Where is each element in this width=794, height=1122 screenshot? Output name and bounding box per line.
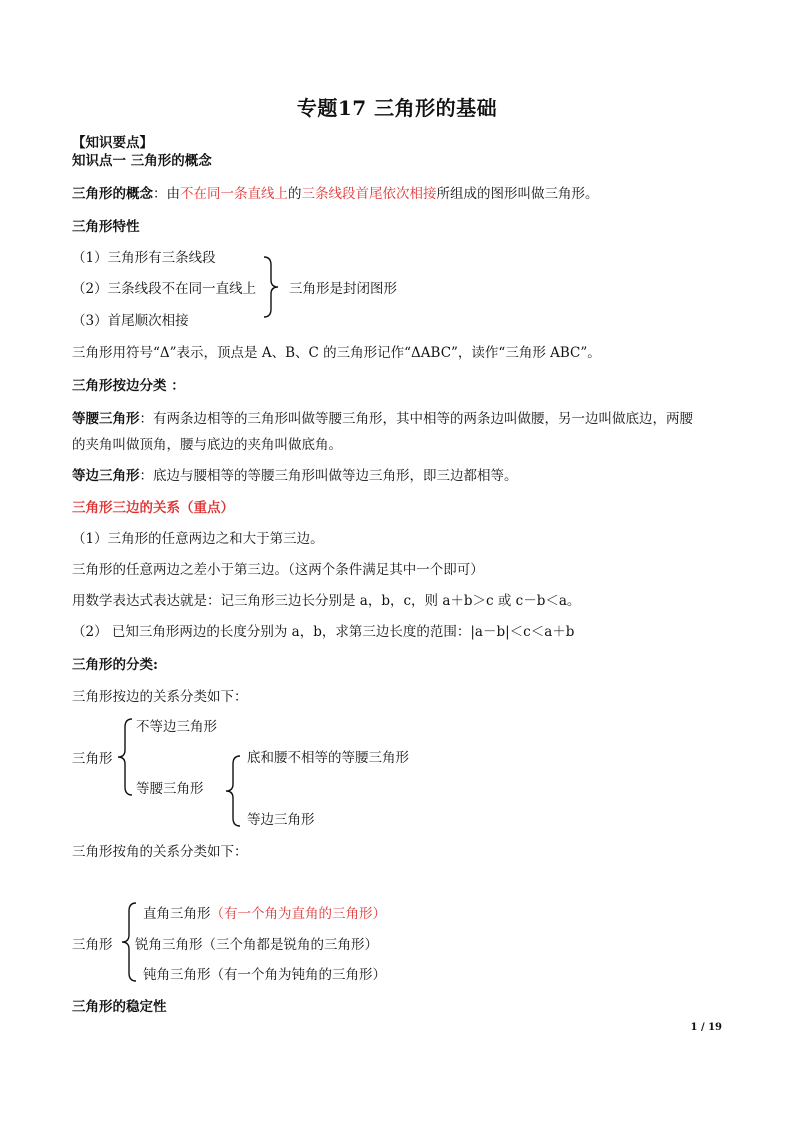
trait-item: （1）三角形有三条线段 [72,250,216,266]
right-triangle-line [143,905,386,923]
concept-end: 所组成的图形叫做三角形。 [436,186,599,202]
obtuse-triangle: 钝角三角形（有一个角为钝角的三角形） [143,967,386,983]
tree-root-angle: 三角形 [72,937,113,953]
sides-relation-line-3: 用数学表达式表达就是：记三角形三边长分别是 a，b，c，则 a＋b＞c 或 c－b＜a。 [72,593,581,609]
equilateral-definition [72,467,518,485]
concept-mid: 的 [288,186,302,202]
section-tag: 【知识要点】 [72,135,153,151]
isosceles-sub-1: 底和腰不相等的等腰三角形 [247,750,409,766]
traits-conclusion: 三角形是封闭图形 [289,281,397,297]
by-side-heading: 三角形按边分类 ： [72,378,185,394]
page-title: 专题17 三角形的基础 [296,96,498,120]
stability-heading: 三角形的稳定性 [72,999,167,1015]
symbol-line: 三角形用符号“Δ”表示，顶点是 A、B、C 的三角形记作“ΔABC”，读作“三角形 ABC”。 [72,345,601,361]
right-triangle: 直角三角形 [143,906,211,922]
trait-item: （3）首尾顺次相接 [72,313,189,329]
equilateral-text: ：底边与腰相等的等腰三角形叫做等边三角形，即三边都相等。 [139,468,518,484]
concept-line [72,185,599,203]
isosceles-definition [72,410,693,428]
concept-red-1: 不在同一条直线上 [180,186,288,202]
isosceles-text-2: 的夹角叫做顶角，腰与底边的夹角叫做底角。 [72,437,342,453]
isosceles-sub-2: 等边三角形 [247,812,315,828]
by-angle-intro: 三角形按角的关系分类如下： [72,844,248,860]
isosceles-text-1: ：有两条边相等的三角形叫做等腰三角形，其中相等的两条边叫做腰，另一边叫做底边，两腰 [139,411,693,427]
traits-heading: 三角形特性 [72,219,140,235]
tree-root-side: 三角形 [72,751,113,767]
scalene-triangle: 不等边三角形 [136,719,217,735]
classification-heading: 三角形的分类: [72,657,158,673]
concept-colon: ：由 [153,186,180,202]
left-brace-icon [224,755,242,827]
isosceles-label: 等腰三角形 [72,411,140,427]
right-brace-icon [262,256,280,318]
trait-item: （2）三条线段不在同一直线上 [72,281,257,297]
sides-relation-line-1: （1）三角形的任意两边之和大于第三边。 [72,531,324,547]
knowledge-point-1: 知识点一 三角形的概念 [72,153,212,169]
sides-relation-heading: 三角形三边的关系（重点） [72,500,234,516]
sides-relation-line-4: （2） 已知三角形两边的长度分别为 a，b，求第三边长度的范围：|a－b|＜c＜a＋b [72,624,575,640]
isosceles-triangle: 等腰三角形 [136,781,204,797]
equilateral-label: 等边三角形 [72,468,140,484]
acute-triangle: 锐角三角形（三个角都是锐角的三角形） [135,937,378,953]
page-number: 1 / 19 [690,1022,722,1033]
concept-label: 三角形的概念 [72,186,153,202]
right-triangle-note: （有一个角为直角的三角形） [210,906,386,922]
sides-relation-line-2: 三角形的任意两边之差小于第三边。（这两个条件满足其中一个即可） [72,562,484,578]
by-side-intro: 三角形按边的关系分类如下： [72,689,248,705]
concept-red-2: 三条线段首尾依次相接 [301,186,437,202]
left-brace-icon [116,718,134,796]
